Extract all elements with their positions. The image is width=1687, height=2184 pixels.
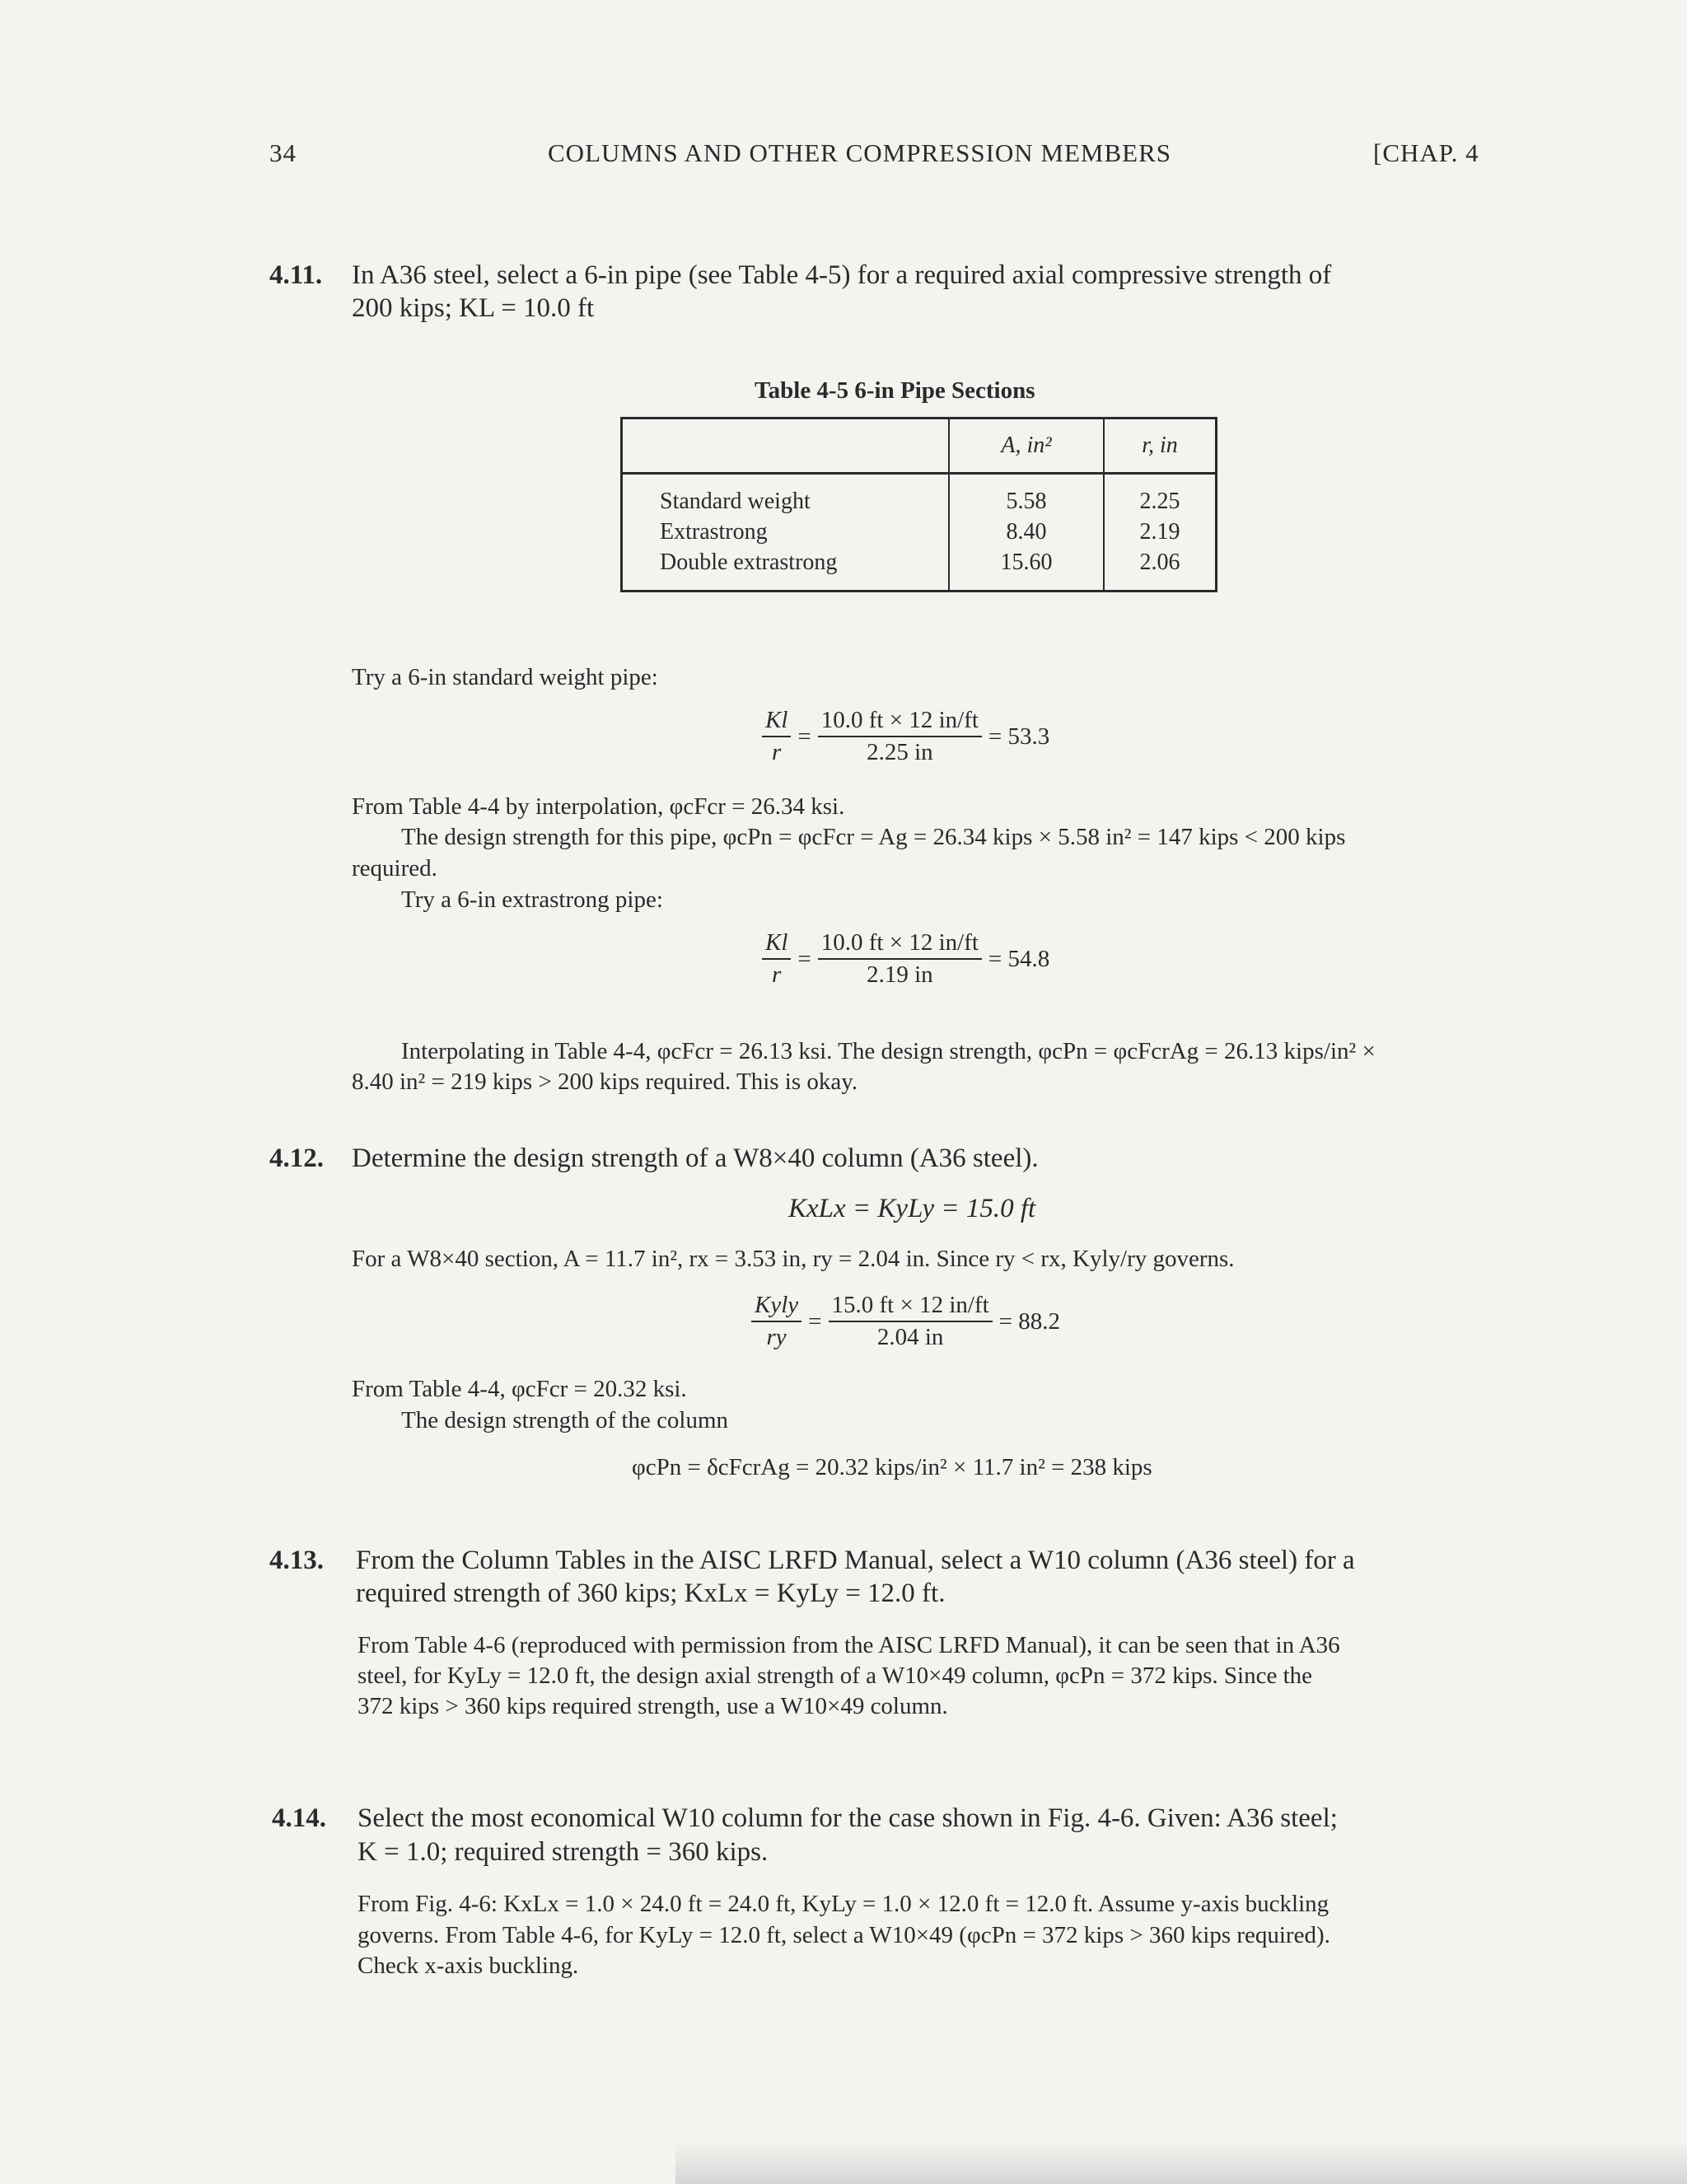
solution-text: Check x-axis buckling. xyxy=(357,1953,579,1979)
equals-sign: = xyxy=(808,1307,822,1335)
equation-result: = 88.2 xyxy=(998,1307,1061,1335)
solution-text: The design strength of the column xyxy=(401,1407,729,1433)
problem-number-4-12: 4.12. xyxy=(269,1143,324,1173)
equals-sign: = xyxy=(797,723,811,750)
table-cell-radius-values xyxy=(1104,474,1217,592)
problem-4-11-statement-line-2: 200 kips; KL = 10.0 ft xyxy=(352,293,595,323)
fraction-numerator: Kl xyxy=(762,929,791,960)
solution-text: required. xyxy=(352,855,437,882)
problem-4-14-statement-line-2: K = 1.0; required strength = 360 kips. xyxy=(357,1837,769,1867)
table-cell-section-names xyxy=(622,474,950,592)
table-cell: Extrastrong xyxy=(660,519,768,545)
fraction-numerator: 15.0 ft × 12 in/ft xyxy=(829,1292,993,1322)
solution-text: 372 kips > 360 kips required strength, use a W10×49 column. xyxy=(357,1693,948,1719)
slenderness-equation-1 xyxy=(762,707,1049,766)
scan-shadow xyxy=(675,2142,1687,2184)
problem-number-4-13: 4.13. xyxy=(269,1546,324,1575)
effective-length-equation: KxLx = KyLy = 15.0 ft xyxy=(788,1194,1036,1223)
problem-4-13-statement-line-2: required strength of 360 kips; KxLx = KyLy = 12.0 ft. xyxy=(356,1578,946,1608)
equation-result: = 53.3 xyxy=(988,723,1050,750)
solution-text: Try a 6-in standard weight pipe: xyxy=(352,664,658,690)
fraction-rhs xyxy=(818,707,982,766)
fraction-numerator: 10.0 ft × 12 in/ft xyxy=(818,707,982,737)
problem-4-12-statement: Determine the design strength of a W8×40 column (A36 steel). xyxy=(352,1143,1039,1173)
solution-text: steel, for KyLy = 12.0 ft, the design axial strength of a W10×49 column, φcPn = 372 kips. Since the xyxy=(357,1663,1313,1689)
solution-text: 8.40 in² = 219 kips > 200 kips required. This is okay. xyxy=(352,1069,858,1095)
table-4-5-title: Table 4-5 6-in Pipe Sections xyxy=(755,377,1035,404)
slenderness-equation-3 xyxy=(751,1292,1060,1351)
solution-text: governs. From Table 4-6, for KyLy = 12.0 ft, select a W10×49 (φcPn = 372 kips > 360 kips required). xyxy=(357,1922,1330,1948)
fraction-denominator: 2.04 in xyxy=(876,1324,944,1350)
fraction-numerator: 10.0 ft × 12 in/ft xyxy=(818,929,982,960)
table-header-cell: A, in² xyxy=(949,419,1104,474)
problem-4-11-statement-line-1: In A36 steel, select a 6-in pipe (see Table 4-5) for a required axial compressive strength of xyxy=(352,260,1332,290)
table-cell: 2.19 xyxy=(1139,519,1180,545)
problem-number-4-11: 4.11. xyxy=(269,260,323,290)
problem-4-14-statement-line-1: Select the most economical W10 column for the case shown in Fig. 4-6. Given: A36 steel; xyxy=(357,1803,1338,1833)
solution-text: For a W8×40 section, A = 11.7 in², rx = 3.53 in, ry = 2.04 in. Since ry < rx, Kyly/ry governs. xyxy=(352,1246,1235,1272)
chapter-title: COLUMNS AND OTHER COMPRESSION MEMBERS xyxy=(548,138,1172,167)
table-cell-area-values xyxy=(949,474,1104,592)
table-header-row xyxy=(622,419,1217,474)
solution-text: From Table 4-6 (reproduced with permission from the AISC LRFD Manual), it can be seen that in A36 xyxy=(357,1632,1340,1658)
problem-4-13-statement-line-1: From the Column Tables in the AISC LRFD Manual, select a W10 column (A36 steel) for a xyxy=(356,1546,1355,1575)
table-cell: Double extrastrong xyxy=(660,550,838,575)
fraction-lhs xyxy=(762,929,791,989)
fraction-lhs xyxy=(751,1292,801,1351)
solution-text: From Fig. 4-6: KxLx = 1.0 × 24.0 ft = 24.0 ft, KyLy = 1.0 × 12.0 ft = 12.0 ft. Assume y-axis buckling xyxy=(357,1891,1330,1917)
table-header-cell xyxy=(622,419,950,474)
fraction-denominator: 2.25 in xyxy=(867,739,933,765)
fraction-numerator: Kl xyxy=(762,707,791,737)
table-cell: 2.25 xyxy=(1139,489,1180,514)
fraction-denominator: ry xyxy=(766,1324,787,1350)
table-body-row xyxy=(622,474,1217,592)
design-strength-equation: φcPn = δcFcrAg = 20.32 kips/in² × 11.7 in² = 238 kips xyxy=(632,1454,1152,1480)
fraction-denominator: r xyxy=(772,739,782,765)
fraction-lhs xyxy=(762,707,791,766)
table-4-5 xyxy=(620,417,1217,592)
fraction-rhs xyxy=(829,1292,993,1351)
table-cell: 15.60 xyxy=(1000,550,1053,575)
solution-text: Interpolating in Table 4-4, φcFcr = 26.13 ksi. The design strength, φcPn = φcFcrAg = 26.13 kips/in² × xyxy=(401,1038,1376,1064)
fraction-denominator: r xyxy=(772,961,782,988)
page-number: 34 xyxy=(269,138,297,167)
fraction-denominator: 2.19 in xyxy=(867,961,933,988)
table-cell: 8.40 xyxy=(1006,519,1047,545)
chapter-reference: [CHAP. 4 xyxy=(1373,138,1479,167)
solution-text: From Table 4-4 by interpolation, φcFcr = 26.34 ksi. xyxy=(352,793,845,820)
solution-text: Try a 6-in extrastrong pipe: xyxy=(401,886,663,913)
table-cell: 2.06 xyxy=(1139,550,1180,575)
table-cell: Standard weight xyxy=(660,489,811,514)
table-header-cell: r, in xyxy=(1104,419,1217,474)
fraction-rhs xyxy=(818,929,982,989)
fraction-numerator: Kyly xyxy=(751,1292,801,1322)
equation-result: = 54.8 xyxy=(988,945,1050,972)
table-cell: 5.58 xyxy=(1006,489,1047,514)
solution-text: The design strength for this pipe, φcPn = φcFcr = Ag = 26.34 kips × 5.58 in² = 147 kips < 200 kips xyxy=(401,824,1346,850)
solution-text: From Table 4-4, φcFcr = 20.32 ksi. xyxy=(352,1376,687,1402)
equals-sign: = xyxy=(797,945,811,972)
slenderness-equation-2 xyxy=(762,929,1049,989)
problem-number-4-14: 4.14. xyxy=(272,1803,326,1833)
